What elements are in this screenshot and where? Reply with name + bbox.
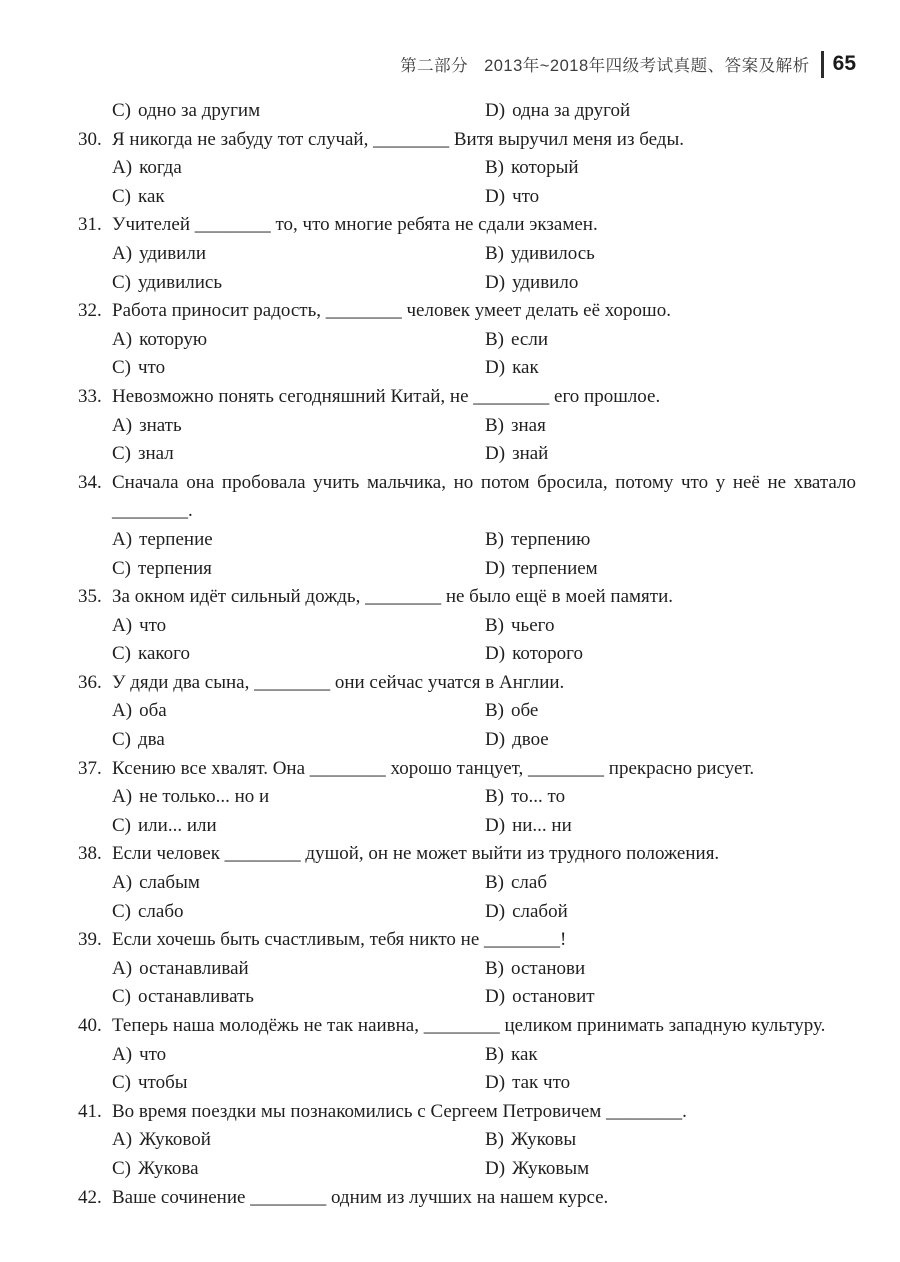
option: [485, 1069, 856, 1098]
header-divider-bar: [821, 51, 824, 78]
option-text: что: [139, 614, 167, 636]
question-text: У дяди два сына, ________ они сейчас учатся в Англии.: [112, 671, 565, 693]
option: [112, 440, 485, 469]
question-row: [0, 755, 900, 784]
options-row: [0, 526, 900, 555]
option: [485, 240, 856, 269]
option-text: знать: [139, 414, 182, 436]
options-row: [0, 154, 900, 183]
option: [485, 326, 856, 355]
option-letter: B): [485, 157, 504, 179]
header-part-label: 第二部分: [400, 57, 469, 75]
option-text: как: [511, 1043, 538, 1065]
question-text: Ксению все хвалят. Она ________ хорошо танцует, ________ прекрасно рисует.: [112, 757, 755, 779]
option-letter: B): [485, 328, 504, 350]
option-letter: A): [112, 957, 133, 979]
option-letter: D): [485, 986, 506, 1008]
option: [112, 269, 485, 298]
questions-list: [0, 97, 900, 1212]
option-text: которого: [512, 643, 583, 665]
option-letter: C): [112, 900, 131, 922]
option: [112, 326, 485, 355]
option-letter: A): [112, 328, 133, 350]
option-letter: A): [112, 1129, 133, 1151]
option: [112, 726, 485, 755]
option-letter: B): [485, 242, 504, 264]
option-letter: C): [112, 271, 131, 293]
option: [485, 726, 856, 755]
question-number: 39.: [78, 929, 102, 951]
option-letter: A): [112, 872, 133, 894]
option-letter: B): [485, 1129, 504, 1151]
option-text: то... то: [511, 786, 566, 808]
option: [485, 955, 856, 984]
question-row: [0, 669, 900, 698]
option-letter: B): [485, 786, 504, 808]
option-letter: C): [112, 100, 131, 121]
option: [485, 354, 856, 383]
question-number: 37.: [78, 757, 102, 779]
question-row: [0, 1184, 900, 1213]
option-text: терпения: [138, 557, 212, 579]
option: [112, 697, 485, 726]
options-row: [0, 640, 900, 669]
question-number: 36.: [78, 671, 102, 693]
option: [112, 183, 485, 212]
options-row: [0, 240, 900, 269]
option-text: зная: [511, 414, 546, 436]
option-letter: A): [112, 528, 133, 550]
option-text: удивилось: [511, 242, 595, 264]
option: [112, 154, 485, 183]
option-text: который: [511, 157, 579, 179]
options-row: [0, 412, 900, 441]
option-letter: D): [485, 814, 506, 836]
option-letter: B): [485, 957, 504, 979]
question-row: [0, 126, 900, 155]
question-number: 38.: [78, 843, 102, 865]
option-text: терпением: [512, 557, 598, 579]
option-text: остановит: [512, 986, 595, 1008]
option-letter: B): [485, 528, 504, 550]
option-letter: A): [112, 700, 133, 722]
options-row: [0, 1069, 900, 1098]
option-letter: A): [112, 242, 133, 264]
question-text: Если хочешь быть счастливым, тебя никто не ________!: [112, 929, 567, 951]
options-row: [0, 97, 900, 126]
option-text: терпение: [139, 528, 213, 550]
option: [112, 1155, 485, 1184]
option-text: слабым: [139, 872, 200, 894]
option-text: когда: [139, 157, 182, 179]
option-text: два: [138, 729, 165, 751]
option-letter: B): [485, 414, 504, 436]
option-letter: D): [485, 1072, 506, 1094]
option: [485, 269, 856, 298]
option: [112, 640, 485, 669]
question-number: 30.: [78, 128, 102, 150]
option: [485, 983, 856, 1012]
question-number: 33.: [78, 385, 102, 407]
options-row: [0, 1155, 900, 1184]
option: [485, 1041, 856, 1070]
option-letter: C): [112, 357, 131, 379]
option-text: чьего: [511, 614, 555, 636]
option: [485, 440, 856, 469]
option-text: чтобы: [138, 1072, 188, 1094]
question-row: [0, 211, 900, 240]
question-text: Ваше сочинение ________ одним из лучших на нашем курсе.: [112, 1186, 609, 1208]
option-letter: C): [112, 443, 131, 465]
options-row: [0, 1126, 900, 1155]
option: [485, 1155, 856, 1184]
option-text: слабо: [138, 900, 184, 922]
option-text: знал: [138, 443, 174, 465]
option: [485, 412, 856, 441]
option-text: удивили: [139, 242, 206, 264]
option-letter: C): [112, 1072, 131, 1094]
option-letter: B): [485, 700, 504, 722]
option: [112, 412, 485, 441]
option: [485, 812, 856, 841]
option-text: одна за другой: [512, 100, 631, 121]
option: [485, 183, 856, 212]
page-header: [0, 48, 856, 80]
question-number: 35.: [78, 586, 102, 608]
header-chapter-title: 2013年~2018年四级考试真题、答案及解析: [484, 57, 810, 75]
option-text: что: [139, 1043, 167, 1065]
option-letter: A): [112, 414, 133, 436]
option: [112, 983, 485, 1012]
option: [485, 154, 856, 183]
option-text: Жуковой: [139, 1129, 211, 1151]
options-row: [0, 555, 900, 584]
options-row: [0, 983, 900, 1012]
question-row: [0, 383, 900, 412]
option-text: если: [511, 328, 548, 350]
question-number: 41.: [78, 1100, 102, 1122]
option-text: как: [512, 357, 539, 379]
question-row: [0, 926, 900, 955]
option-letter: C): [112, 814, 131, 836]
option-letter: B): [485, 614, 504, 636]
option-letter: D): [485, 557, 506, 579]
option-letter: D): [485, 643, 506, 665]
option: [112, 354, 485, 383]
option: [485, 640, 856, 669]
question-number: 40.: [78, 1015, 102, 1036]
option-letter: D): [485, 271, 506, 293]
question-text: Невозможно понять сегодняшний Китай, не ________ его прошлое.: [112, 385, 661, 407]
option-text: Жукова: [138, 1157, 199, 1179]
options-row: [0, 1041, 900, 1070]
option-text: терпению: [511, 528, 591, 550]
question-number: 32.: [78, 300, 102, 322]
option-text: обе: [511, 700, 539, 722]
option: [112, 97, 485, 126]
option-text: удивились: [138, 271, 223, 293]
option-text: останавливать: [138, 986, 254, 1008]
option-letter: B): [485, 1043, 504, 1065]
option-letter: A): [112, 1043, 133, 1065]
question-number: 42.: [78, 1186, 102, 1208]
question-row: [0, 469, 900, 498]
option-letter: D): [485, 1157, 506, 1179]
option-text: какого: [138, 643, 190, 665]
option: [485, 1126, 856, 1155]
option-letter: C): [112, 643, 131, 665]
options-row: [0, 612, 900, 641]
question-text: Сначала она пробовала учить мальчика, но потом бросила, потому что у неё не хватало: [112, 471, 856, 493]
option-letter: D): [485, 443, 506, 465]
option-text: слабой: [512, 900, 568, 922]
options-row: [0, 440, 900, 469]
question-number-spacer: [78, 497, 112, 526]
option: [485, 526, 856, 555]
option-text: ни... ни: [512, 814, 572, 836]
question-text: Во время поездки мы познакомились с Сергеем Петровичем ________.: [112, 1100, 687, 1122]
option-text: как: [138, 185, 165, 207]
options-row: [0, 354, 900, 383]
option: [485, 97, 856, 126]
option: [112, 555, 485, 584]
option-text: Жуковым: [512, 1157, 590, 1179]
option: [485, 697, 856, 726]
question-text: Работа приносит радость, ________ человек умеет делать её хорошо.: [112, 300, 671, 322]
option-letter: D): [485, 185, 506, 207]
option-letter: C): [112, 185, 131, 207]
option-letter: C): [112, 986, 131, 1008]
question-row: [0, 583, 900, 612]
options-row: [0, 183, 900, 212]
option: [112, 783, 485, 812]
option-letter: A): [112, 614, 133, 636]
question-text-continuation: ________.: [112, 500, 193, 522]
options-row: [0, 898, 900, 927]
question-row: [0, 1098, 900, 1127]
options-row: [0, 869, 900, 898]
option: [112, 612, 485, 641]
option-letter: A): [112, 786, 133, 808]
question-text: Я никогда не забуду тот случай, ________ Витя выручил меня из беды.: [112, 128, 684, 150]
option: [112, 955, 485, 984]
option-letter: C): [112, 557, 131, 579]
option-text: одно за другим: [138, 100, 261, 121]
question-row: [0, 840, 900, 869]
question-row: [0, 1012, 900, 1041]
options-row: [0, 955, 900, 984]
option-text: которую: [139, 328, 208, 350]
option-text: Жуковы: [511, 1129, 577, 1151]
option: [112, 869, 485, 898]
option: [485, 869, 856, 898]
option-text: что: [512, 185, 540, 207]
question-text: За окном идёт сильный дождь, ________ не было ещё в моей памяти.: [112, 586, 674, 608]
option-letter: D): [485, 100, 506, 121]
options-row: [0, 812, 900, 841]
options-row: [0, 726, 900, 755]
option-text: что: [138, 357, 166, 379]
option: [112, 1126, 485, 1155]
option-text: останавливай: [139, 957, 249, 979]
header-page-number: 65: [832, 52, 856, 75]
question-row-continuation: [0, 497, 900, 526]
question-text: Учителей ________ то, что многие ребята не сдали экзамен.: [112, 214, 598, 236]
option-text: не только... но и: [139, 786, 270, 808]
option-letter: C): [112, 1157, 131, 1179]
option: [112, 240, 485, 269]
option: [112, 898, 485, 927]
option: [112, 1041, 485, 1070]
option-text: останови: [511, 957, 586, 979]
option-text: двое: [512, 729, 549, 751]
option-letter: C): [112, 729, 131, 751]
option-letter: B): [485, 872, 504, 894]
options-row: [0, 269, 900, 298]
options-row: [0, 783, 900, 812]
option: [112, 812, 485, 841]
option-text: удивило: [512, 271, 579, 293]
option: [112, 1069, 485, 1098]
option: [485, 898, 856, 927]
option: [485, 783, 856, 812]
option-text: оба: [139, 700, 167, 722]
option-text: так что: [512, 1072, 571, 1094]
question-number: 34.: [78, 471, 102, 493]
option: [112, 526, 485, 555]
question-number: 31.: [78, 214, 102, 236]
option-text: слаб: [511, 872, 548, 894]
option-letter: A): [112, 157, 133, 179]
options-row: [0, 697, 900, 726]
option: [485, 612, 856, 641]
option-letter: D): [485, 357, 506, 379]
question-text: Теперь наша молодёжь не так наивна, ________ целиком принимать западную культуру.: [112, 1015, 826, 1036]
option-letter: D): [485, 900, 506, 922]
options-row: [0, 326, 900, 355]
question-row: [0, 297, 900, 326]
question-text: Если человек ________ душой, он не может выйти из трудного положения.: [112, 843, 720, 865]
option-text: знай: [512, 443, 549, 465]
option-text: или... или: [138, 814, 217, 836]
option: [485, 555, 856, 584]
option-letter: D): [485, 729, 506, 751]
